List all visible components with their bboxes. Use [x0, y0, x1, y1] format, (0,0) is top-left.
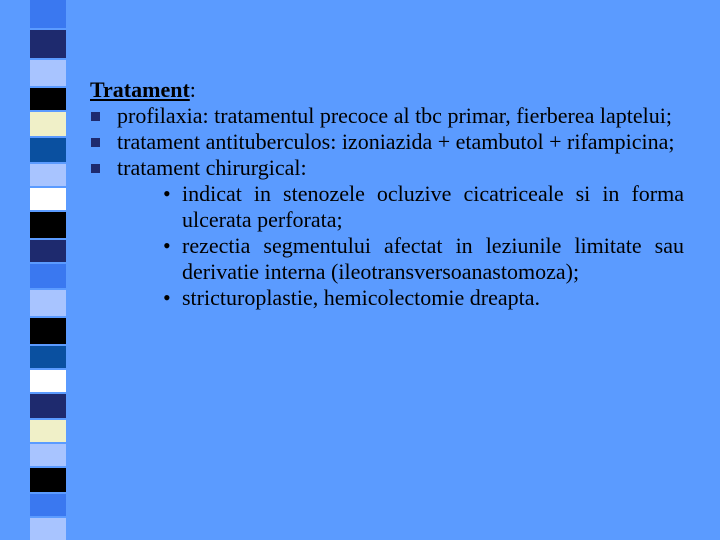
square-bullet-icon [91, 138, 100, 147]
decorative-stripe [30, 164, 66, 186]
round-bullet-icon: • [163, 181, 171, 206]
slide-title-line [90, 77, 684, 103]
decorative-stripe [30, 188, 66, 210]
decorative-stripe [30, 518, 66, 540]
bullet-item-tratament-antituberculos [90, 129, 684, 155]
square-bullet-icon [91, 112, 100, 121]
decorative-stripe [30, 240, 66, 262]
subbullet-text: rezectia segmentului afectat in leziunile limitate sau derivatie interna (ileotransversoanastomoza); [182, 233, 684, 284]
title-colon: : [189, 77, 196, 102]
bullet-item-tratament-chirurgical [90, 155, 684, 181]
decorative-stripe [30, 112, 66, 136]
decorative-stripe [30, 444, 66, 466]
subbullet-item-stricturoplastie [90, 285, 684, 311]
decorative-stripe [30, 212, 66, 238]
decorative-stripe [30, 318, 66, 344]
decorative-stripe [30, 290, 66, 316]
subbullet-item-rezectia [90, 233, 684, 285]
bullet-item-profilaxia [90, 103, 684, 129]
subbullet-text: stricturoplastie, hemicolectomie dreapta. [182, 285, 540, 310]
slide-title: Tratament [90, 77, 190, 102]
square-bullet-icon [91, 164, 100, 173]
decorative-stripe [30, 420, 66, 442]
decorative-stripe [30, 60, 66, 86]
decorative-stripe-bar [30, 0, 66, 540]
decorative-stripe [30, 346, 66, 368]
subbullet-item-indicat [90, 181, 684, 233]
round-bullet-icon: • [163, 285, 171, 310]
bullet-text: tratament chirurgical: [117, 155, 307, 180]
decorative-stripe [30, 30, 66, 58]
subbullet-text: indicat in stenozele ocluzive cicatriceale si in forma ulcerata perforata; [182, 181, 684, 232]
slide-content [90, 77, 684, 311]
round-bullet-icon: • [163, 233, 171, 258]
decorative-stripe [30, 370, 66, 392]
bullet-text: profilaxia: tratamentul precoce al tbc primar, fierberea laptelui; [117, 103, 672, 128]
decorative-stripe [30, 138, 66, 162]
decorative-stripe [30, 88, 66, 110]
bullet-text: tratament antituberculos: izoniazida + etambutol + rifampicina; [117, 129, 675, 154]
decorative-stripe [30, 394, 66, 418]
decorative-stripe [30, 468, 66, 492]
decorative-stripe [30, 264, 66, 288]
decorative-stripe [30, 0, 66, 28]
decorative-stripe [30, 494, 66, 516]
